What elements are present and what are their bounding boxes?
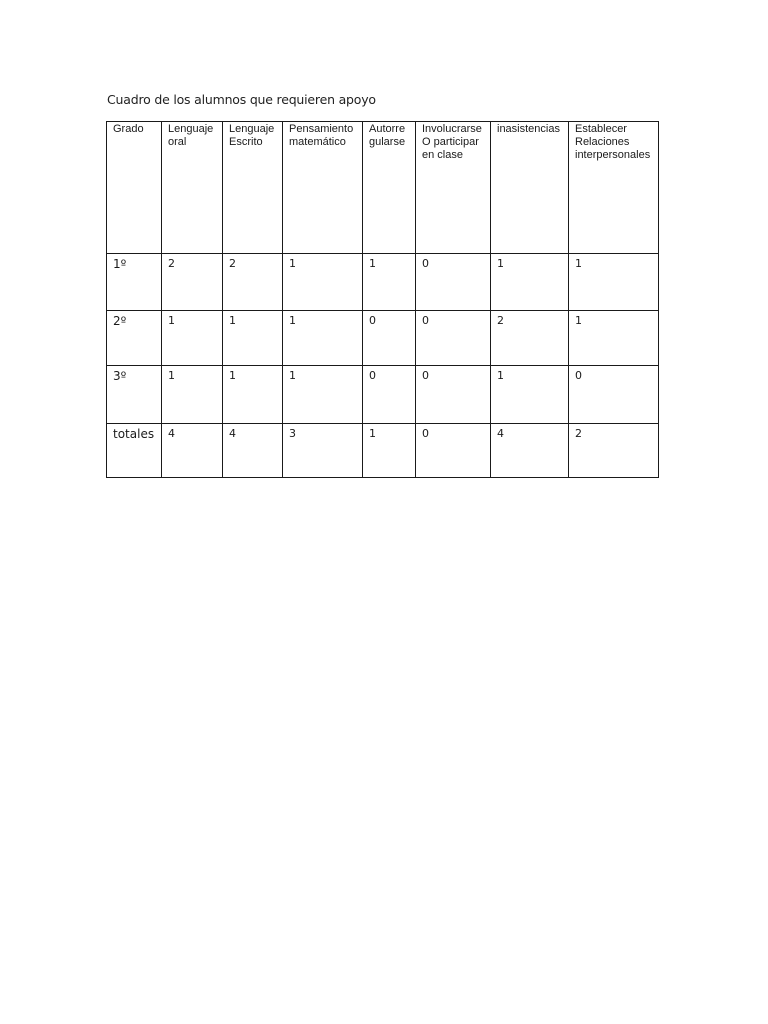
table-cell: 0 (416, 366, 491, 424)
table-cell: 1 (223, 366, 283, 424)
header-autorregularse: Autorre gularse (363, 122, 416, 254)
header-inasistencias: inasistencias (491, 122, 569, 254)
table-cell: 1 (491, 366, 569, 424)
table-cell: 1 (283, 311, 363, 366)
table-cell-grade: 2º (107, 311, 162, 366)
table-cell: 0 (363, 311, 416, 366)
table-cell: 0 (363, 366, 416, 424)
table-cell: 0 (416, 254, 491, 311)
table-cell: 0 (569, 366, 659, 424)
table-cell: 2 (491, 311, 569, 366)
table-cell: 1 (569, 311, 659, 366)
table-cell: 0 (416, 424, 491, 478)
table-cell: 2 (569, 424, 659, 478)
table-cell: 1 (162, 311, 223, 366)
table-cell: 1 (569, 254, 659, 311)
table-row (107, 366, 659, 424)
table-row-totals (107, 424, 659, 478)
table-cell: 1 (283, 366, 363, 424)
table-cell: 2 (162, 254, 223, 311)
header-involucrarse: Involucrarse O participar en clase (416, 122, 491, 254)
table-cell-grade: 3º (107, 366, 162, 424)
header-pensamiento-matematico: Pensamiento matemático (283, 122, 363, 254)
table-cell: 1 (491, 254, 569, 311)
table-cell: 1 (283, 254, 363, 311)
header-grado: Grado (107, 122, 162, 254)
table-cell: 1 (363, 254, 416, 311)
table-row (107, 254, 659, 311)
table-cell: 2 (223, 254, 283, 311)
table-cell: 4 (162, 424, 223, 478)
document-title: Cuadro de los alumnos que requieren apoyo (107, 92, 376, 107)
table-cell: 0 (416, 311, 491, 366)
table-row (107, 311, 659, 366)
table-cell: 4 (223, 424, 283, 478)
table-cell: 4 (491, 424, 569, 478)
header-lenguaje-oral: Lenguaje oral (162, 122, 223, 254)
header-relaciones-interpersonales: Establecer Relaciones interpersonales (569, 122, 659, 254)
table-cell: 1 (162, 366, 223, 424)
table-cell: 1 (363, 424, 416, 478)
table-header-row (107, 122, 659, 254)
table-cell-totals-label: totales (107, 424, 162, 478)
table-cell: 1 (223, 311, 283, 366)
support-table (106, 121, 659, 478)
table-cell: 3 (283, 424, 363, 478)
table-cell-grade: 1º (107, 254, 162, 311)
header-lenguaje-escrito: Lenguaje Escrito (223, 122, 283, 254)
